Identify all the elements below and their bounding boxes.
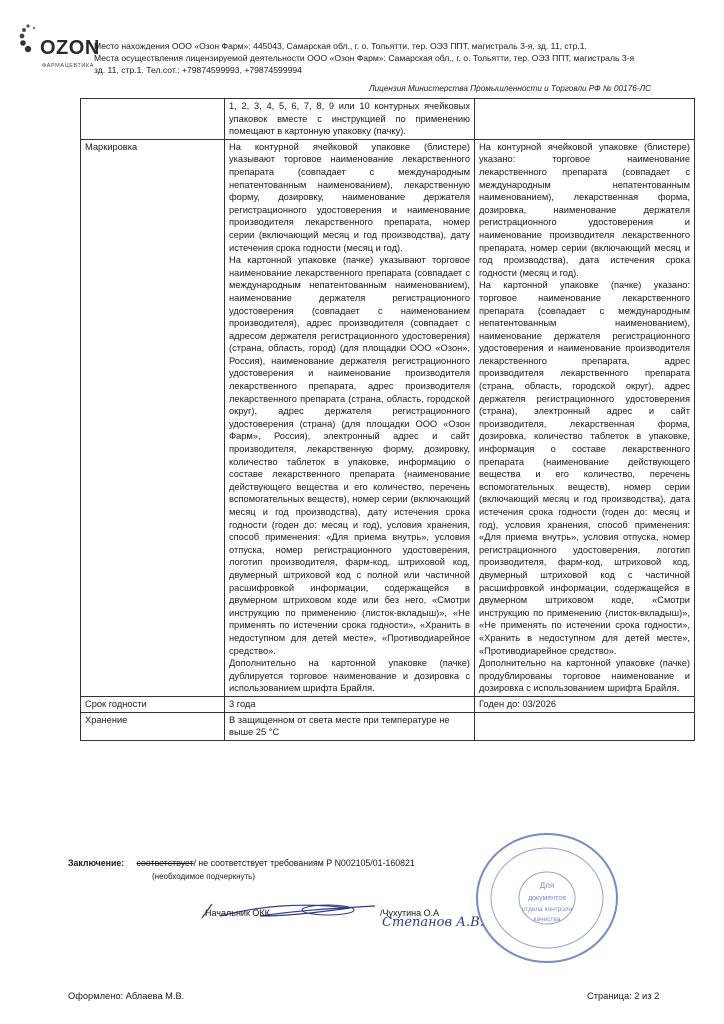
marking-req-paragraph: На контурной ячейковой упаковке (блистере) указывают торговое наименование лекарственного препарата (совпадает с международным непатентованным наименованием), лекарственную форму, дозировку, наименование держателя регистрационного удостоверения и наименование производителя лекарственного препарата, номер серии (включающий месяц и год производства), дату истечения срока годности (месяц и год). bbox=[229, 141, 470, 253]
marking-act-paragraph: На картонной упаковке (пачке) указано: торговое наименование лекарственного препарата (совпадает с международным непатентованным наименованием), наименование держателя регистрационного удостоверения и наименование производителя лекарственного препарата, адрес производителя лекарственного препарата (страна, область, городской округ), адрес держателя регистрационного удостоверения (страна), электронный адрес и сайт производителя, лекарственная форма, дозировка, количество таблеток в упаковке, информация о составе лекарственного препарата (наименование действующего вещества и его количество, перечень вспомогательных веществ), номер серии (включающий месяц и год производства), дата истечения срока годности (годен до: месяц и год), условия хранения, способ применения: «Для приема внутрь», условия отпуска, номер регистрационного удостоверения, логотип производителя, фарм-код, штриховой код, двумерный штриховой код с частичной расшифровкой информации, содержащейся в двумерном штриховом коде, «Смотри инструкцию по применению (листок-вкладыш)», «Не применять по истечении срока годности», «Хранить в недоступном для детей месте», «Противодиарейное средство». bbox=[479, 280, 690, 656]
marking-req-paragraph: На картонной упаковке (пачке) указывают торговое наименование лекарственного препарата (совпадает с международным непатентованным наименованием), наименование держателя регистрационного удостоверения (совпадает с наименованием производителя), адрес производителя (совпадает с адресом держателя регистрационного удостоверения) (страна, область, город) (для площадки ООО «Озон», Россия), наименование держателя регистрационного удостоверения и наименование производителя лекарственного препарата, адрес производителя лекарственного препарата (страна, область, городской округ), адрес держателя регистрационного удостоверения (страна) (для площадки ООО «Озон Фарм», Россия), электронный адрес и сайт производителя, лекарственную форму, дозировку, количество таблеток в упаковке, информацию о составе лекарственного препарата (наименование действующего вещества и его количество, перечень вспомогательных веществ), номер серии (включающий месяц и год производства), дату истечения срока годности (годен до: месяц и год), условия хранения, способ применения: «Для приема внутрь», условия отпуска, номер регистрационного удостоверения, логотип производителя, фарм-код, штриховой код, двумерный штриховой код с полной или частичной расшифровкой информации, содержащейся в двумерном штриховом коде или без него, «Смотри инструкцию по применению (листок-вкладыш)», «Не применять по истечении срока годности», «Хранить в недоступном для детей месте», «Противодиарейное средство». bbox=[229, 255, 470, 656]
packaging-text: 1, 2, 3, 4, 5, 6, 7, 8, 9 или 10 контурных ячейковых упаковок вместе с инструкцией по применению помещают в картонную упаковку (пачку). bbox=[225, 99, 475, 140]
svg-text:Для: Для bbox=[539, 881, 555, 890]
table-row-storage bbox=[81, 712, 695, 740]
storage-label: Хранение bbox=[81, 712, 225, 740]
conclusion-complies: соответствует bbox=[136, 858, 194, 868]
table-cell bbox=[81, 99, 225, 140]
svg-text:качества: качества bbox=[533, 916, 561, 923]
company-logo bbox=[18, 20, 98, 80]
prepared-by: Оформлено: Аблаева М.В. bbox=[68, 991, 185, 1001]
conclusion-note: (необходимое подчеркнуть) bbox=[152, 872, 255, 881]
table-cell bbox=[475, 99, 695, 140]
page-number: Страница: 2 из 2 bbox=[587, 991, 660, 1001]
marking-act-paragraph: На контурной ячейковой упаковке (блистере) указано: торговое наименование лекарственного препарата (совпадает с международным непатентованным наименованием), лекарственная форма, дозировка, наименование держателя регистрационного удостоверения и наименование производителя лекарственного препарата, номер серии (включающий месяц и год производства), дата истечения срока годности (месяц и год). bbox=[479, 141, 690, 278]
shelf-life-actual: Годен до: 03/2026 bbox=[475, 696, 695, 712]
company-address bbox=[94, 40, 714, 76]
table-row-shelf-life bbox=[81, 696, 695, 712]
document-header bbox=[14, 18, 714, 98]
logo-text: OZON bbox=[40, 37, 100, 59]
license-line: Лицензия Министерства Промышленности и Торговли РФ № 00176-ЛС bbox=[369, 84, 652, 93]
logo-subtitle: ФАРМАЦЕВТИКА bbox=[42, 63, 95, 69]
address-line: зд. 11, стр.1. Тел.сот.: +79874599993, +79874599994 bbox=[94, 65, 302, 75]
specification-table bbox=[80, 98, 695, 741]
conclusion-rest: / не соответствует требованиям Р N002105/01-160821 bbox=[193, 858, 415, 868]
marking-actual bbox=[475, 139, 695, 696]
signature-name: /Чухутина О.А bbox=[380, 908, 440, 918]
conclusion bbox=[68, 858, 415, 868]
conclusion-label: Заключение: bbox=[68, 858, 125, 868]
marking-requirement bbox=[225, 139, 475, 696]
address-line: Места осуществления лицензируемой деятельности ООО «Озон Фарм»: Самарская обл., г. о. Тольятти, тер. ОЭЗ ППТ, магистраль 3-я bbox=[94, 53, 635, 63]
table-row-marking bbox=[81, 139, 695, 696]
quality-control-stamp bbox=[472, 828, 622, 968]
marking-label: Маркировка bbox=[81, 139, 225, 696]
marking-req-paragraph: Дополнительно на картонной упаковке (пачке) дублируется торговое наименование и дозировка с использованием шрифта Брайля. bbox=[229, 658, 470, 694]
shelf-life-label: Срок годности bbox=[81, 696, 225, 712]
storage-requirement: В защищенном от света месте при температуре не выше 25 °С bbox=[225, 712, 475, 740]
table-row bbox=[81, 99, 695, 140]
signature-title: Начальник ОКК bbox=[205, 908, 270, 918]
handwritten-signature: Степанов А.В. bbox=[382, 915, 484, 930]
address-line: Место нахождения ООО «Озон Фарм»: 445043, Самарская обл., г. о. Тольятти, тер. ОЭЗ ППТ, магистраль 3-я, зд. 11, стр.1. bbox=[94, 41, 587, 51]
svg-text:документов: документов bbox=[528, 895, 566, 902]
storage-actual bbox=[475, 712, 695, 740]
shelf-life-requirement: 3 года bbox=[225, 696, 475, 712]
marking-act-paragraph: Дополнительно на картонной упаковке (пачке) продублированы торговое наименование и дозировка с использованием шрифта Брайля. bbox=[479, 658, 690, 694]
svg-text:отдела контроля: отдела контроля bbox=[521, 906, 573, 913]
